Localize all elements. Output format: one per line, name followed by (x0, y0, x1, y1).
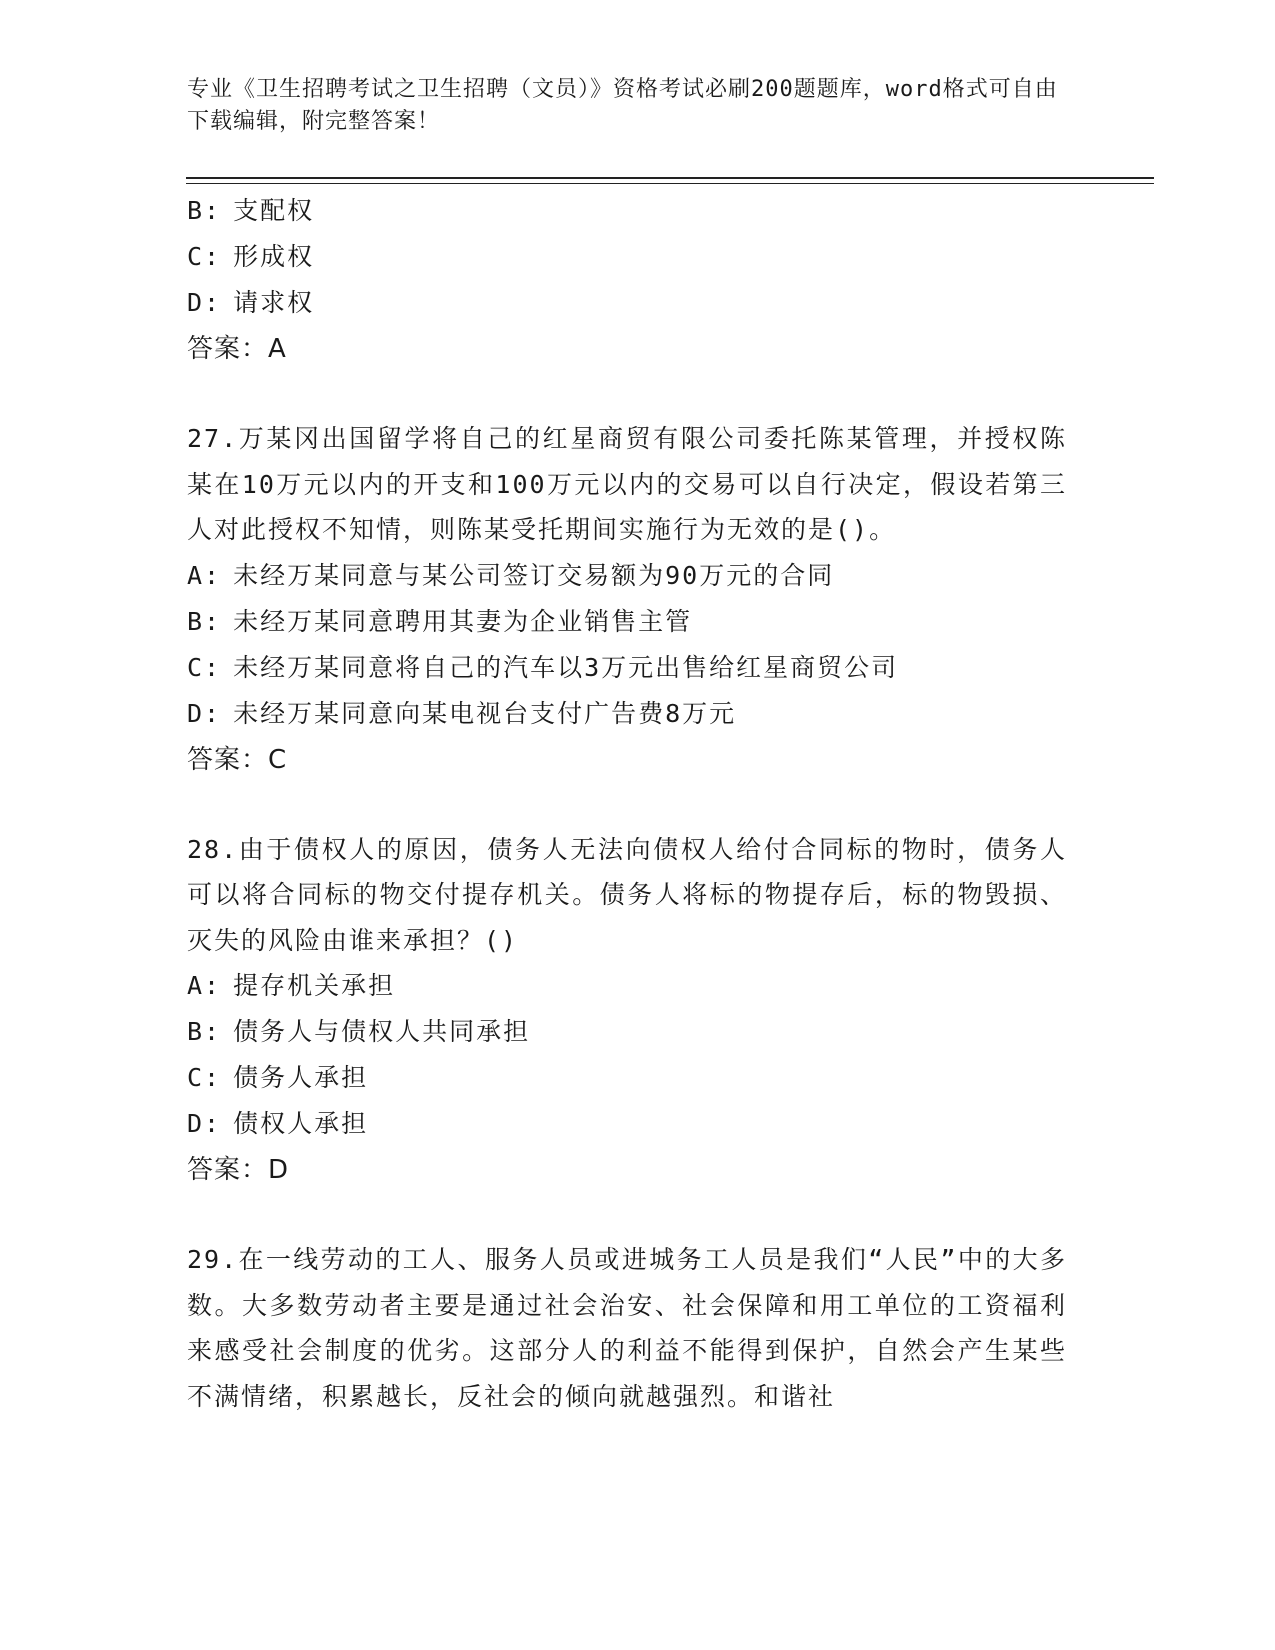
question-28 (187, 827, 1067, 1194)
answer-value: A (268, 334, 287, 364)
option-text: 债权人承担 (233, 1109, 369, 1138)
option-key: C: (187, 652, 222, 682)
option-text: 未经万某同意将自己的汽车以3万元出售给红星商贸公司 (233, 652, 899, 682)
option-key: D: (187, 698, 222, 728)
option-a (187, 553, 1067, 599)
option-text: 债务人承担 (233, 1063, 369, 1092)
option-b (187, 188, 1067, 234)
option-d (187, 691, 1067, 737)
page-content (187, 188, 1067, 1419)
option-key: B: (187, 196, 222, 225)
question-text: 28.由于债权人的原因，债务人无法向债权人给付合同标的物时，债务人可以将合同标的物交付提存机关。债务人将标的物提存后，标的物毁损、灭失的风险由谁来承担？() (187, 834, 1067, 955)
option-text: 未经万某同意与某公司签订交易额为90万元的合同 (233, 560, 835, 590)
option-b (187, 599, 1067, 645)
question-text: 29.在一线劳动的工人、服务人员或进城务工人员是我们“人民”中的大多数。大多数劳动者主要是通过社会治安、社会保障和用工单位的工资福利来感受社会制度的优劣。这部分人的利益不能得到保护，自然会产生某些不满情绪，积累越长，反社会的倾向就越强烈。和谐社 (187, 1245, 1067, 1411)
answer-line (187, 1147, 1067, 1193)
option-c (187, 1055, 1067, 1101)
question-27 (187, 416, 1067, 783)
option-c (187, 645, 1067, 691)
question-26-continued (187, 188, 1067, 372)
option-c (187, 234, 1067, 280)
option-text: 形成权 (233, 242, 315, 271)
option-text: 支配权 (233, 196, 315, 225)
option-key: B: (187, 606, 222, 636)
option-key: A: (187, 560, 222, 590)
option-text: 未经万某同意聘用其妻为企业销售主管 (233, 606, 693, 636)
option-text: 债务人与债权人共同承担 (233, 1017, 531, 1046)
answer-label: 答案： (187, 334, 269, 364)
answer-line (187, 737, 1067, 783)
option-text: 未经万某同意向某电视台支付广告费8万元 (233, 698, 737, 728)
question-text: 27.万某冈出国留学将自己的红星商贸有限公司委托陈某管理，并授权陈某在10万元以内的开支和100万元以内的交易可以自行决定，假设若第三人对此授权不知情，则陈某受托期间实施行为无效的是()。 (187, 424, 1067, 544)
option-text: 请求权 (233, 288, 315, 317)
answer-label: 答案： (187, 1155, 269, 1185)
option-key: A: (187, 971, 222, 1000)
answer-label: 答案： (187, 744, 269, 775)
header-divider-thin (186, 183, 1154, 184)
header-divider-thick (186, 177, 1154, 179)
option-key: D: (187, 288, 222, 317)
option-b (187, 1009, 1067, 1055)
option-key: C: (187, 242, 222, 271)
option-d (187, 1101, 1067, 1147)
document-header: 专业《卫生招聘考试之卫生招聘（文员）》资格考试必刷200题题库，word格式可自由下载编辑，附完整答案！ (187, 77, 1058, 134)
option-text: 提存机关承担 (233, 971, 396, 1000)
question-29 (187, 1237, 1067, 1419)
option-key: C: (187, 1063, 222, 1092)
option-key: D: (187, 1109, 222, 1138)
option-d (187, 280, 1067, 326)
option-key: B: (187, 1017, 222, 1046)
answer-value: C (268, 744, 288, 775)
answer-value: D (268, 1155, 290, 1185)
option-a (187, 963, 1067, 1009)
answer-line (187, 326, 1067, 372)
